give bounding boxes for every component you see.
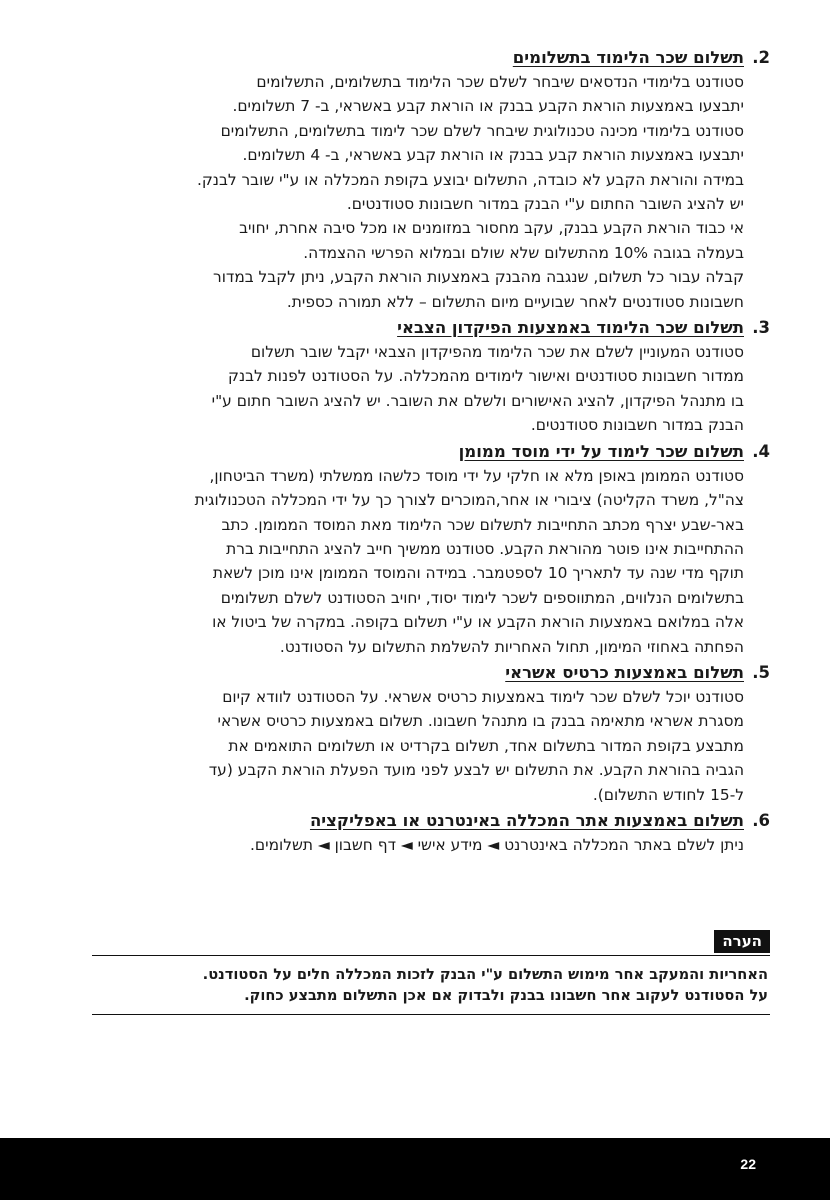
section-title: תשלום באמצעות אתר המכללה באינטרנט או באפליקציה [309,810,744,830]
note-line: האחריות והמעקב אחר מימוש התשלום ע"י הבנק לזכות המכללה חלים על הסטודנט. [202,966,768,983]
section-line: חשבונות סטודנטים לאחר שבועיים מיום התשלום – ללא תמורה כספית. [286,292,744,311]
section-line: מתבצע בקופת המדור בתשלום אחד, תשלום בקרדיט או תשלומים התואמים את [228,736,744,755]
section-line: סטודנט המעוניין לשלם את שכר הלימוד מהפיקדון הצבאי יקבל שובר תשלום [250,343,744,362]
section-line: באר-שבע יצרף מכתב התחייבות לתשלום שכר הלימוד מאת המוסד הממומן. כתב [221,515,744,534]
section-line: יש להציג השובר החתום ע"י הבנק במדור חשבונות סטודנטים. [346,195,744,214]
note-text [92,956,770,1014]
section-heading [92,440,770,464]
section-line: הפחתה באחוזי המימון, תחול האחריות להשלמת התשלום על הסטודנט. [279,637,744,656]
section-line: צה"ל, משרד הקליטה) ציבורי או אחר,המוכרים לצורך כך על ידי המכללה הטכנולוגית [194,491,744,510]
section-number: 5. [752,662,770,682]
section-line: ממדור חשבונות סטודנטים ואישור לימודים מהמכללה. על הסטודנט לפנות לבנק [228,367,744,386]
section-line: ההתחייבות אינו פוטר מהוראת הקבע. סטודנט ממשיך חייב להציג התחייבות ברת [226,539,744,558]
section-line: אי כבוד הוראת הקבע בבנק, עקב מחסור במזומנים או מכל סיבה אחרת, יחויב [239,219,744,238]
section-line: בעמלה בגובה 10% מהתשלום שלא שולם ובמלוא הפרשי ההצמדה. [303,243,744,262]
section-online-payment [92,809,770,857]
section-line: הגביה בהוראת הקבע. את התשלום יש לבצע לפני מועד הפעלת הוראת הקבע (עד [208,761,744,780]
section-funding-institution [92,440,770,659]
section-military-deposit [92,316,770,438]
section-installments [92,46,770,314]
section-line: במידה והוראת הקבע לא כובדה, התשלום יבוצע בקופת המכללה או ע"י שובר לבנק. [196,170,744,189]
section-number: 4. [752,441,770,461]
section-number: 2. [752,48,770,67]
section-line: סטודנט בלימודי מכינה טכנולוגית שיבחר לשלם שכר לימוד בתשלומים, התשלומים [220,121,744,140]
section-title: תשלום שכר לימוד על ידי מוסד ממומן [458,441,744,461]
section-line: סטודנט יוכל לשלם שכר לימוד באמצעות כרטיס אשראי. על הסטודנט לוודא קיום [222,687,744,706]
section-credit-card [92,661,770,807]
section-heading [92,661,770,685]
section-title: תשלום שכר הלימוד באמצעות הפיקדון הצבאי [397,318,744,338]
section-line: יתבצעו באמצעות הוראת קבע בבנק או הוראת קבע באשראי, ב- 4 תשלומים. [242,146,744,165]
section-line: בתשלומים הנלווים, המתווספים לשכר לימוד יסוד, יחויב הסטודנט לשלם תשלומים [220,588,744,607]
section-line: סטודנט הממומן באופן מלא או חלקי על ידי מוסד כלשהו ממשלתי (משרד הביטחון, [209,466,744,485]
page-number: 22 [740,1156,756,1172]
section-heading [92,316,770,340]
section-line: יתבצעו באמצעות הוראת הקבע בבנק או הוראת קבע באשראי, ב- 7 תשלומים. [232,97,744,116]
section-number: 6. [752,810,770,830]
section-line: אלה במלואם באמצעות הוראת הקבע או ע"י תשלום בקופה. במקרה של ביטול או [212,613,744,632]
section-number: 3. [752,318,770,338]
section-line: בו מתנהל הפיקדון, להציג האישורים ולשלם את השובר. יש להציג השובר חתום ע"י [211,391,744,410]
section-title: תשלום שכר הלימוד בתשלומים [512,48,744,67]
section-heading [92,46,770,70]
note-line: על הסטודנט לעקוב אחר חשבונו בבנק ולבדוק אם אכן התשלום מתבצע כחוק. [244,987,768,1004]
note-label: הערה [714,930,770,953]
document-body [92,46,770,859]
section-line: תוקף מדי שנה עד לתאריך 10 לספטמבר. במידה והמוסד הממומן אינו מוכן לשאת [212,564,744,583]
section-line: קבלה עבור כל תשלום, שנגבה מהבנק באמצעות הוראת הקבע, ניתן לקבל במדור [213,268,744,287]
note-box [92,930,770,1015]
section-line: מסגרת אשראי מתאימה בבנק בו מתנהל חשבונו. תשלום באמצעות כרטיס אשראי [217,712,744,731]
section-title: תשלום באמצעות כרטיס אשראי [505,662,744,682]
section-line: הבנק במדור חשבונות סטודנטים. [530,416,744,435]
section-line: ניתן לשלם באתר המכללה באינטרנט ◄ מידע אישי ◄ דף חשבון ◄ תשלומים. [250,835,744,854]
section-line: ל-15 לחודש התשלום). [592,785,744,804]
section-line: סטודנט בלימודי הנדסאים שיבחר לשלם שכר הלימוד בתשלומים, התשלומים [256,73,744,91]
section-heading [92,809,770,833]
page-footer-bar [0,1138,830,1200]
note-bottom-divider [92,1014,770,1015]
